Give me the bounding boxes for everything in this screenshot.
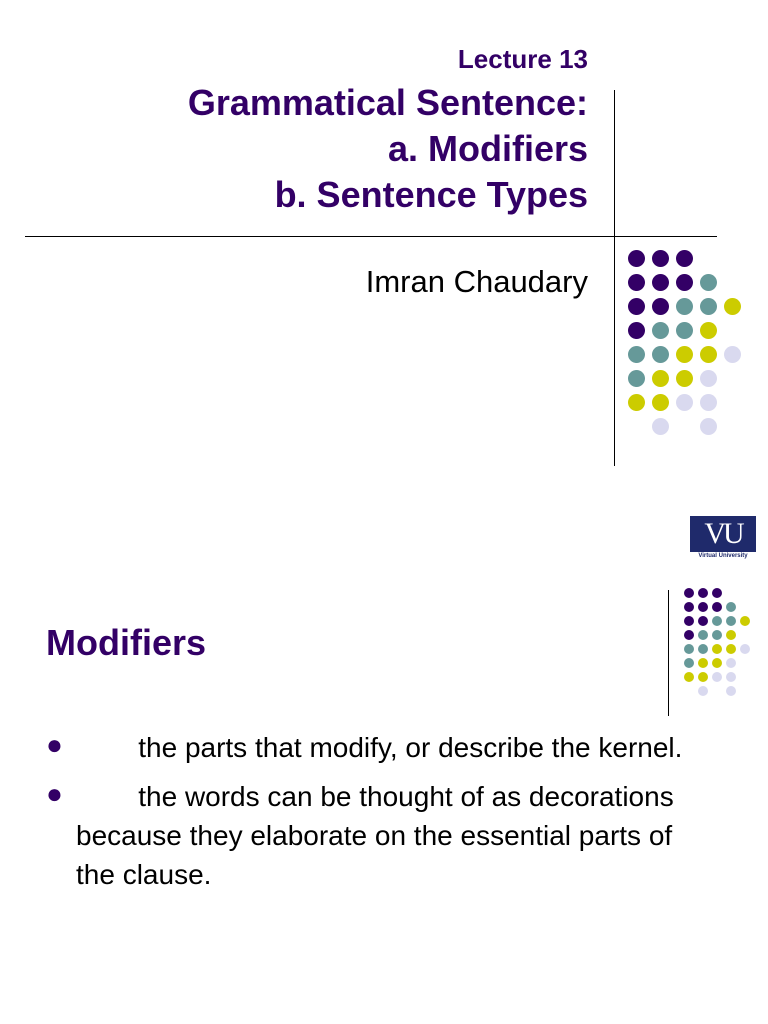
decor-dot bbox=[684, 588, 694, 598]
modifiers-slide bbox=[0, 512, 768, 1024]
decor-dot bbox=[698, 630, 708, 640]
decor-dot bbox=[700, 394, 717, 411]
decor-dot bbox=[698, 672, 708, 682]
decor-dot bbox=[726, 672, 736, 682]
decor-dot bbox=[676, 250, 693, 267]
decor-dot bbox=[684, 602, 694, 612]
decor-dot bbox=[628, 346, 645, 363]
decor-dot bbox=[712, 658, 722, 668]
decor-dot bbox=[700, 370, 717, 387]
decor-dot bbox=[628, 394, 645, 411]
vu-logo-mark: VU bbox=[690, 516, 756, 552]
decor-dot bbox=[726, 644, 736, 654]
decor-dot bbox=[684, 616, 694, 626]
title-line-3: b. Sentence Types bbox=[274, 174, 588, 215]
decor-dot bbox=[652, 298, 669, 315]
title-line-2: a. Modifiers bbox=[387, 128, 588, 169]
vertical-divider bbox=[614, 90, 615, 466]
decor-dot bbox=[684, 644, 694, 654]
decor-dot bbox=[676, 274, 693, 291]
lecture-number: Lecture 13 bbox=[457, 44, 588, 74]
bullet-item bbox=[46, 777, 686, 894]
decor-dot bbox=[652, 346, 669, 363]
title-line-1: Grammatical Sentence: bbox=[187, 82, 588, 123]
decor-dot bbox=[712, 602, 722, 612]
decor-dot bbox=[698, 602, 708, 612]
decor-dot bbox=[726, 630, 736, 640]
decor-dot bbox=[676, 370, 693, 387]
decor-dot bbox=[684, 672, 694, 682]
bullet-item bbox=[46, 728, 686, 767]
decor-dot bbox=[700, 418, 717, 435]
decor-dot bbox=[712, 588, 722, 598]
decor-dot bbox=[726, 686, 736, 696]
decor-dot bbox=[700, 298, 717, 315]
decor-dot bbox=[712, 644, 722, 654]
decor-dot bbox=[712, 616, 722, 626]
decor-dot bbox=[712, 672, 722, 682]
decor-dot bbox=[740, 616, 750, 626]
bullet-dot-icon: ● bbox=[46, 729, 63, 760]
decor-dot bbox=[700, 274, 717, 291]
decor-dot bbox=[628, 298, 645, 315]
decor-dot bbox=[652, 274, 669, 291]
decor-dot bbox=[676, 298, 693, 315]
decor-dot bbox=[724, 298, 741, 315]
decor-dot bbox=[712, 630, 722, 640]
decor-dot bbox=[684, 658, 694, 668]
bullet-text: the words can be thought of as decorations because they elaborate on the essential parts of the clause. bbox=[76, 781, 682, 890]
decor-dot bbox=[652, 370, 669, 387]
author-name: Imran Chaudary bbox=[365, 264, 588, 299]
decor-dot bbox=[724, 346, 741, 363]
bullet-list bbox=[46, 728, 686, 904]
decor-dot bbox=[726, 658, 736, 668]
vu-logo bbox=[690, 516, 756, 560]
decor-dot bbox=[628, 250, 645, 267]
decor-dot bbox=[684, 630, 694, 640]
decor-dot bbox=[652, 322, 669, 339]
decor-dot bbox=[652, 250, 669, 267]
decor-dot bbox=[698, 644, 708, 654]
decor-dot bbox=[676, 322, 693, 339]
decor-dot bbox=[698, 588, 708, 598]
decor-dot bbox=[652, 394, 669, 411]
decor-dot bbox=[700, 322, 717, 339]
decor-dot bbox=[676, 346, 693, 363]
decor-dot bbox=[676, 394, 693, 411]
decor-dot bbox=[700, 346, 717, 363]
decor-dot bbox=[698, 616, 708, 626]
vu-logo-caption: Virtual University bbox=[698, 553, 748, 559]
decor-dot bbox=[726, 616, 736, 626]
decor-dot bbox=[628, 370, 645, 387]
decor-dot bbox=[698, 686, 708, 696]
decor-dot bbox=[740, 644, 750, 654]
decor-dot bbox=[628, 274, 645, 291]
bullet-text: the parts that modify, or describe the kernel. bbox=[76, 732, 683, 763]
decor-dot bbox=[628, 322, 645, 339]
bullet-dot-icon: ● bbox=[46, 778, 63, 809]
decor-dot bbox=[698, 658, 708, 668]
slide-heading: Modifiers bbox=[46, 622, 207, 663]
decor-dot bbox=[726, 602, 736, 612]
decor-dot bbox=[652, 418, 669, 435]
vertical-divider-small bbox=[668, 590, 669, 716]
